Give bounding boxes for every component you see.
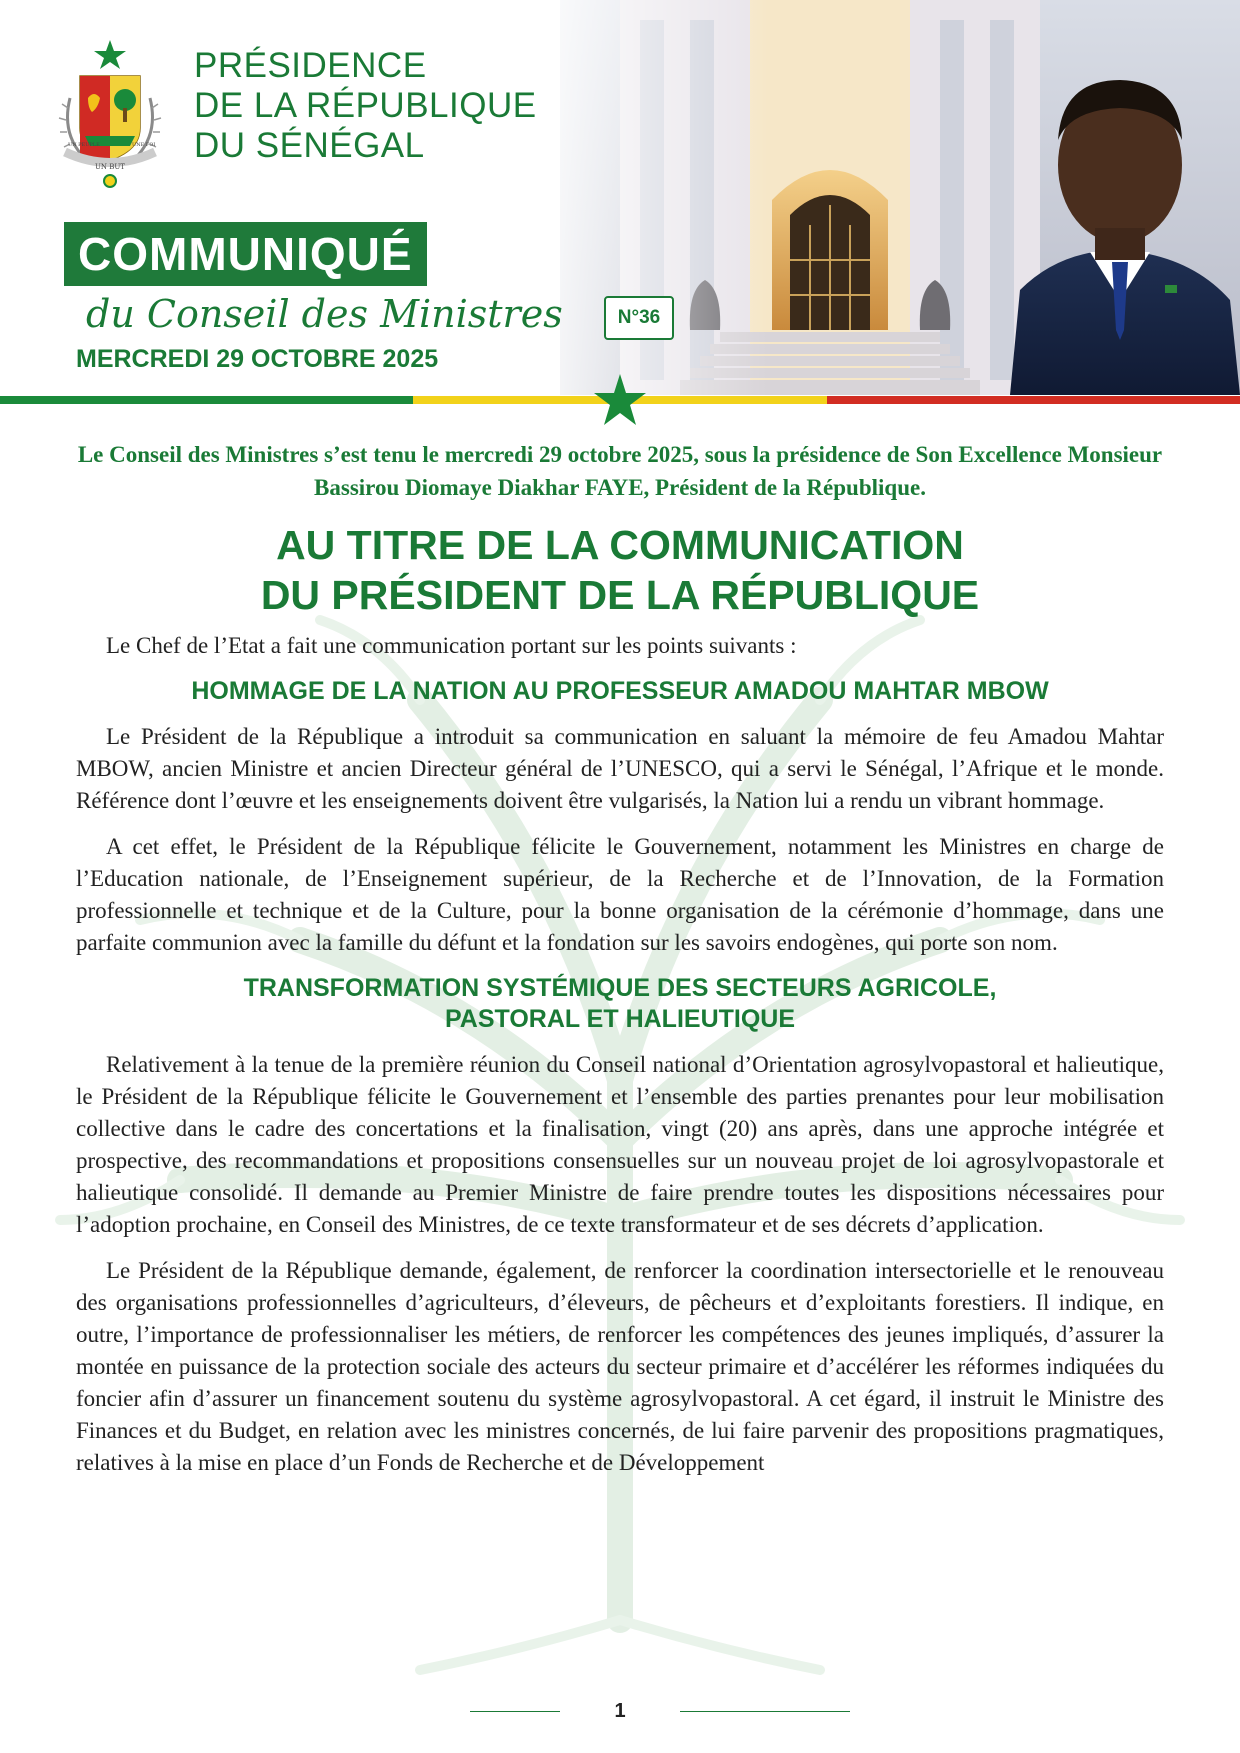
institution-line: DE LA RÉPUBLIQUE: [194, 86, 537, 125]
subsection-title-hommage: [76, 676, 1164, 707]
paragraph: Relativement à la tenue de la première réunion du Conseil national d’Orientation agrosylvopastoral et halieutique, le Président de la République félicite le Gouvernement et l’ensemble des parties prenantes pour leur mobilisation collective dans le cadre des concertations et la finalisation, vingt (20) ans après, dans une approche intégrée et prospective, des recommandations et propositions consensuelles sur un nouveau projet de loi agrosylvopastorale et halieutique consolidé. Il demande au Premier Ministre de faire prendre toutes les dispositions nécessaires pour l’adoption prochaine, en Conseil des Ministres, de ce texte transformateur et de ses décrets d’application.: [76, 1052, 1164, 1237]
document-header: [0, 0, 1240, 395]
section-title-line: AU TITRE DE LA COMMUNICATION: [276, 522, 964, 568]
footer-rule-left: [470, 1711, 560, 1712]
section-title-line: DU PRÉSIDENT DE LA RÉPUBLIQUE: [260, 572, 980, 618]
document-body: [76, 438, 1164, 1493]
svg-text:UNE FOI: UNE FOI: [132, 142, 156, 148]
svg-text:UN BUT: UN BUT: [95, 163, 125, 171]
footer-rule-right: [680, 1711, 850, 1712]
institution-name: [194, 46, 537, 166]
subsection-title-transformation: [76, 973, 1164, 1035]
communique-number-badge: N°36: [604, 296, 674, 340]
green-star-icon: [592, 372, 648, 428]
paragraph: Le Président de la République demande, également, de renforcer la coordination intersectorielle et le renouveau des organisations professionnelles d’agriculteurs, d’éleveurs, de pêcheurs et d’exploitants forestiers. Il indique, en outre, l’importance de professionnaliser les métiers, de renforcer les compétences des jeunes impliqués, d’assurer la montée en puissance de la protection sociale des acteurs du secteur primaire et d’accélérer les réformes indiquées du foncier afin d’assurer un financement soutenu du système agrosylvopastoral. A cet égard, il instruit le Ministre des Finances et du Budget, en relation avec les ministres concernés, de lui faire parvenir des propositions pragmatiques, relatives à la mise en place d’un Fonds de Recherche et de Développement: [76, 1258, 1164, 1475]
subsection-title-line: HOMMAGE DE LA NATION AU PROFESSEUR AMADOU MAHTAR MBOW: [191, 677, 1049, 705]
section-title: [76, 520, 1164, 620]
page-number: 1: [614, 1700, 626, 1722]
flag-red-stripe: [827, 396, 1240, 404]
communique-subtitle: du Conseil des Ministres: [86, 292, 563, 336]
subsection-title-line: PASTORAL ET HALIEUTIQUE: [444, 1005, 796, 1033]
communique-date: MERCREDI 29 OCTOBRE 2025: [76, 345, 439, 373]
subsection-title-line: TRANSFORMATION SYSTÉMIQUE DES SECTEURS AGRICOLE,: [243, 974, 997, 1002]
coat-of-arms-emblem: [50, 38, 170, 188]
communique-label: COMMUNIQUÉ: [64, 222, 427, 286]
paragraph: Le Président de la République a introduit sa communication en saluant la mémoire de feu Amadou Mahtar MBOW, ancien Ministre et ancien Directeur général de l’UNESCO, qui a servi le Sénégal, l’Afrique et le monde. Référence dont l’œuvre et les enseignements doivent être vulgarisés, la Nation lui a rendu un vibrant hommage.: [76, 724, 1164, 813]
page-footer: [0, 1696, 1240, 1726]
paragraph: A cet effet, le Président de la République félicite le Gouvernement, notamment les Ministres en charge de l’Education nationale, de l’Enseignement supérieur, de la Recherche et de l’Innovation, de la Formation professionnelle et technique et de la Culture, pour la bonne organisation de la cérémonie d’hommage, dans une parfaite communion avec la famille du défunt et la fondation sur les savoirs endogènes, qui porte son nom.: [76, 834, 1164, 955]
session-intro: Le Conseil des Ministres s’est tenu le mercredi 29 octobre 2025, sous la présidence de Son Excellence Monsieur Bassirou Diomaye Diakhar FAYE, Président de la République.: [77, 442, 1163, 500]
institution-line: PRÉSIDENCE: [194, 46, 427, 85]
svg-text:UN PEUPLE: UN PEUPLE: [68, 142, 100, 148]
flag-green-stripe: [0, 396, 413, 404]
section-lead: Le Chef de l’Etat a fait une communication portant sur les points suivants :: [106, 633, 797, 658]
institution-line: DU SÉNÉGAL: [194, 126, 425, 165]
